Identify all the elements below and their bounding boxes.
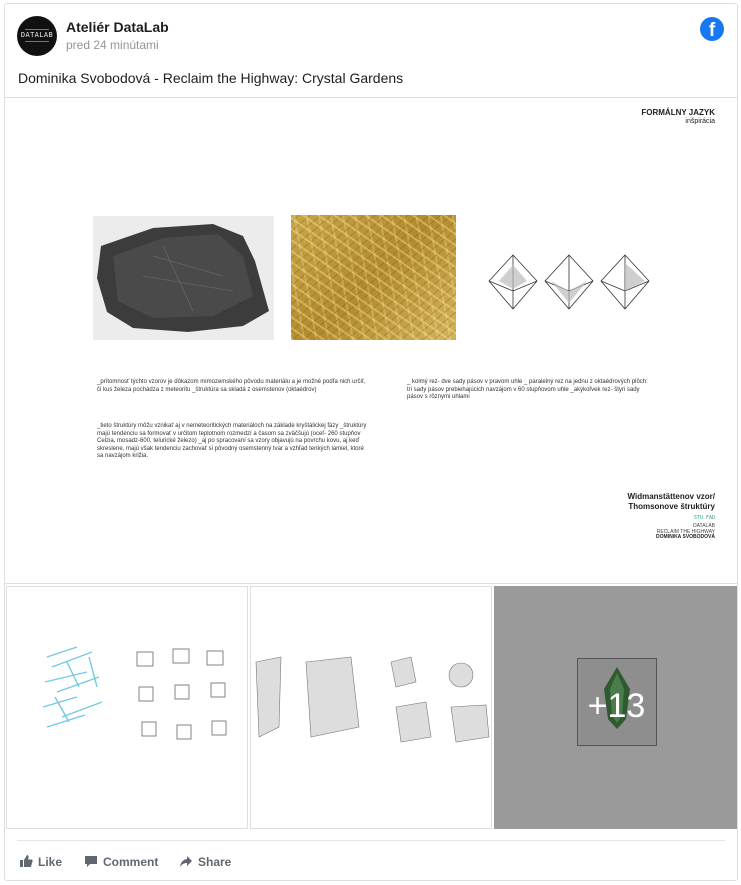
post-timestamp[interactable]: pred 24 minútami — [66, 38, 159, 52]
comment-icon — [84, 854, 98, 868]
facebook-icon[interactable]: f — [700, 17, 724, 41]
octahedra-diagrams — [485, 253, 650, 313]
share-icon — [179, 854, 193, 868]
page-name-link[interactable]: Ateliér DataLab — [66, 19, 169, 35]
post-header — [17, 16, 725, 56]
more-photos-count[interactable]: +13 — [587, 687, 646, 725]
slide-title: FORMÁLNY JAZYK — [641, 108, 715, 117]
main-post-image[interactable] — [5, 97, 737, 584]
credit-line: RECLAIM THE HIGHWAY — [656, 528, 715, 535]
meteorite-photo — [93, 216, 274, 340]
post-text: Dominika Svobodová - Reclaim the Highway: Crystal Gardens — [18, 70, 404, 86]
share-label: Share — [198, 855, 232, 869]
page-avatar[interactable] — [17, 16, 57, 56]
credit-line: DOMINIKA SVOBODOVÁ — [656, 534, 715, 541]
post-actions-bar — [17, 840, 725, 872]
thumbs-up-icon — [19, 854, 33, 868]
crystal-models-image — [251, 587, 492, 829]
slide-footer-title: Widmanstättenov vzor/ — [627, 492, 715, 501]
gallery-more-thumbnail[interactable] — [494, 586, 737, 829]
crystal-sketch-image — [7, 587, 248, 829]
stu-logo: STU FAD — [693, 515, 715, 521]
avatar-line — [25, 41, 49, 42]
gallery-thumbnail[interactable] — [6, 586, 248, 829]
slide-paragraph: _prítomnosť týchto vzorov je dôkazom mimozemského pôvodu materiálu a je možné podľa nich určiť, či kus železa pochádza z meteoritu _štruktúra sa skladá z osemstenov (oktaédrov) — [97, 379, 366, 393]
slide-paragraph: _ kolmý rez- dve sady pásov v pravom uhle _ paralelný rez na jednu z oktaédrových plôch: tri sady pásov prebiehajúcich navzájom v 60 stupňovom uhle _akýkoľvek rez- štyri sady pásov s rôznymi uhlami — [407, 379, 648, 401]
credit-line: DATALAB — [692, 523, 715, 529]
slide-heading — [641, 108, 715, 125]
avatar-logo-text: DATALAB — [20, 31, 54, 39]
slide-footer-title: Thomsonove štruktúry — [628, 502, 715, 511]
comment-label: Comment — [103, 855, 159, 869]
slide-subtitle: inšpirácia — [685, 118, 715, 125]
widmanstatten-pattern-photo — [291, 215, 456, 340]
slide-credits — [628, 524, 716, 541]
slide-paragraph: _tieto štruktúry môžu vznikať aj v nemeteoritických materiáloch na základe kryštálickej fázy _štruktúry majú tendenciu sa formovať v určitom teplotnom rozmedzí a časom sa zväčšujú (oceľ- 260 stupňov Celzia, mosadz-600, telurické železo) _aj po spracovaní sa vzory objavujú na povrchu kovu, aj keď skreslene, majú však tendenciu zachovať si pôvodný osemstenný tvar a vzhľad tenkých lamiel, ktoré sa navzájom križia. — [97, 423, 367, 460]
slide-footer — [628, 492, 716, 541]
facebook-post-card — [4, 3, 738, 881]
gallery-thumbnail[interactable] — [250, 586, 492, 829]
like-label: Like — [38, 855, 63, 869]
avatar-line — [25, 29, 49, 30]
